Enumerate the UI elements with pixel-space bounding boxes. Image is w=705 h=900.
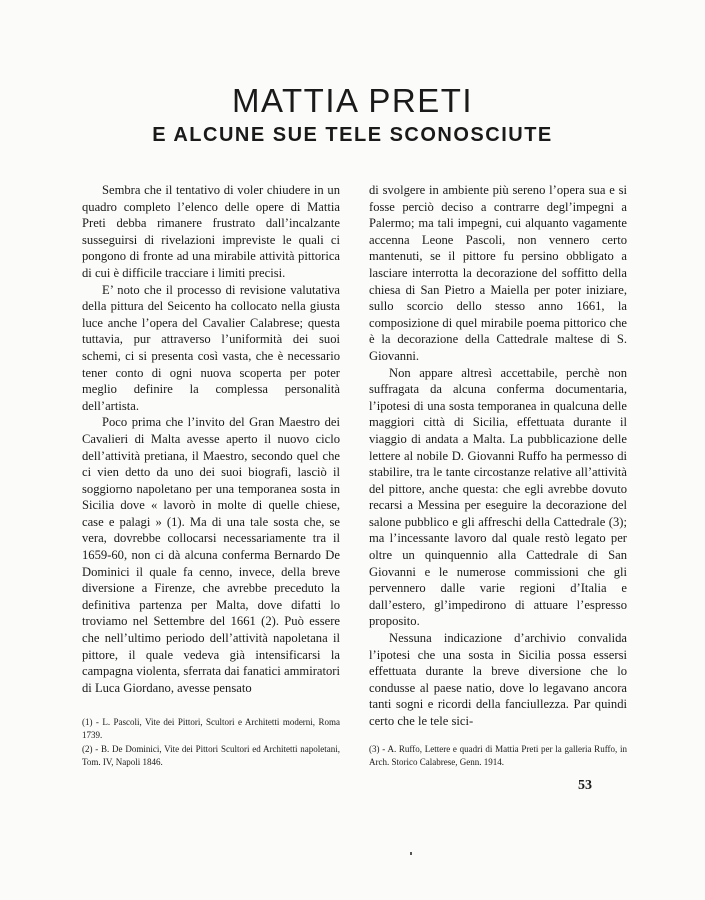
right-column (369, 182, 627, 730)
paragraph: Nessuna indicazione d’archivio convalida l’ipotesi che una sosta in Sicilia possa essersi effettuata durante la breve diversione che lo condusse al paese natio, dove lo legavano ancora tanti sogni e ricordi della fanciullezza. Par quindi certo che le tele sici- (369, 631, 627, 728)
paragraph: Non appare altresì accettabile, perchè non suffragata da alcuna conferma documentaria, l’ipotesi di una sosta temporanea in qualcuna delle maggiori città di Sicilia, effettuata durante il viaggio di andata a Malta. La pubblicazione delle lettere al nobile D. Giovanni Ruffo ha permesso di stabilire, tra le tante circostanze relative all’attività del pittore, anche questa: che egli avrebbe dovuto recarsi a Messina per eseguire la decorazione del salone pubblico e gli affreschi della Cattedrale (3); ma l’incessante lavoro dal quale restò legato per oltre un quinquennio alla Cattedrale di San Giovanni e le numerose commissioni che gli pervennero dalle varie regioni d’Italia e dall’estero, gl’impedirono di attuare l’espresso proposito. (369, 365, 627, 629)
paragraph: E’ noto che il processo di revisione valutativa della pittura del Seicento ha collocato nella giusta luce anche l’opera del Cavalier Calabrese; questa tuttavia, pur attraverso l’uniformità dei suoi schemi, ci si presenta così vasta, che è necessario tener conto di ogni nuova scoperta per poter meglio definire la complessa personalità dell’artista. (82, 282, 340, 413)
paragraph: Poco prima che l’invito del Gran Maestro dei Cavalieri di Malta avesse aperto il nuovo ciclo dell’attività pretiana, il Maestro, secondo quel che ci vien detto da uno dei suoi biografi, lasciò il soggiorno napoletano per una temporanea sosta in Sicilia dove « lavorò in molte di quelle chiese, case e palagi » (1). Ma di una tale sosta che, se vera, dovrebbe collocarsi necessariamente tra il 1659-60, non ci dà alcuna conferma Bernardo De Dominici il quale fa cenno, invece, della breve diversione a Firenze, che avrebbe preceduto la definitiva partenza per Malta, dove difatti lo troviamo nel Settembre del 1661 (2). Può essere che nell’ultimo periodo dell’attività napoletana il pittore, il quale vedeva già intensificarsi la campagna violenta, sferrata dai fanatici ammiratori di Luca Giordano, avesse pensato (82, 415, 340, 695)
footnote-1: (1) - L. Pascoli, Vite dei Pittori, Scultori e Architetti moderni, Roma 1739. (82, 717, 340, 740)
footnote-3: (3) - A. Ruffo, Lettere e quadri di Mattia Preti per la galleria Ruffo, in Arch. Storico Calabrese, Genn. 1914. (369, 744, 627, 767)
page-title: MATTIA PRETI (231, 82, 474, 119)
footnote-2: (2) - B. De Dominici, Vite dei Pittori Scultori ed Architetti napoletani, Tom. IV, Napoli 1846. (82, 744, 340, 767)
paper-speck (410, 852, 412, 855)
paragraph: di svolgere in ambiente più sereno l’opera sua e si fosse perciò deciso a contrarre degl’impegni a Palermo; ma tali impegni, cui alquanto vagamente accenna Leone Pascoli, non vennero certo mantenuti, se il pittore fu persino obbligato a lasciare interrotta la decorazione del soffitto della chiesa di San Pietro a Maiella per poter iniziare, sullo scorcio dello stesso anno 1661, la composizione di quel mirabile poema pittorico che è la decorazione della Cattedrale maltese di S. Giovanni. (369, 183, 627, 363)
left-column (82, 182, 340, 696)
page-subtitle: E ALCUNE SUE TELE SCONOSCIUTE (152, 124, 553, 146)
page-number: 53 (578, 778, 592, 793)
paragraph: Sembra che il tentativo di voler chiudere in un quadro completo l’elenco delle opere di Mattia Preti debba rimanere frustrato dall’incalzante susseguirsi di rivelazioni impreviste le quali ci pongono di fronte ad una mirabile attività pittorica di cui è difficile tracciare i limiti precisi. (82, 183, 340, 280)
